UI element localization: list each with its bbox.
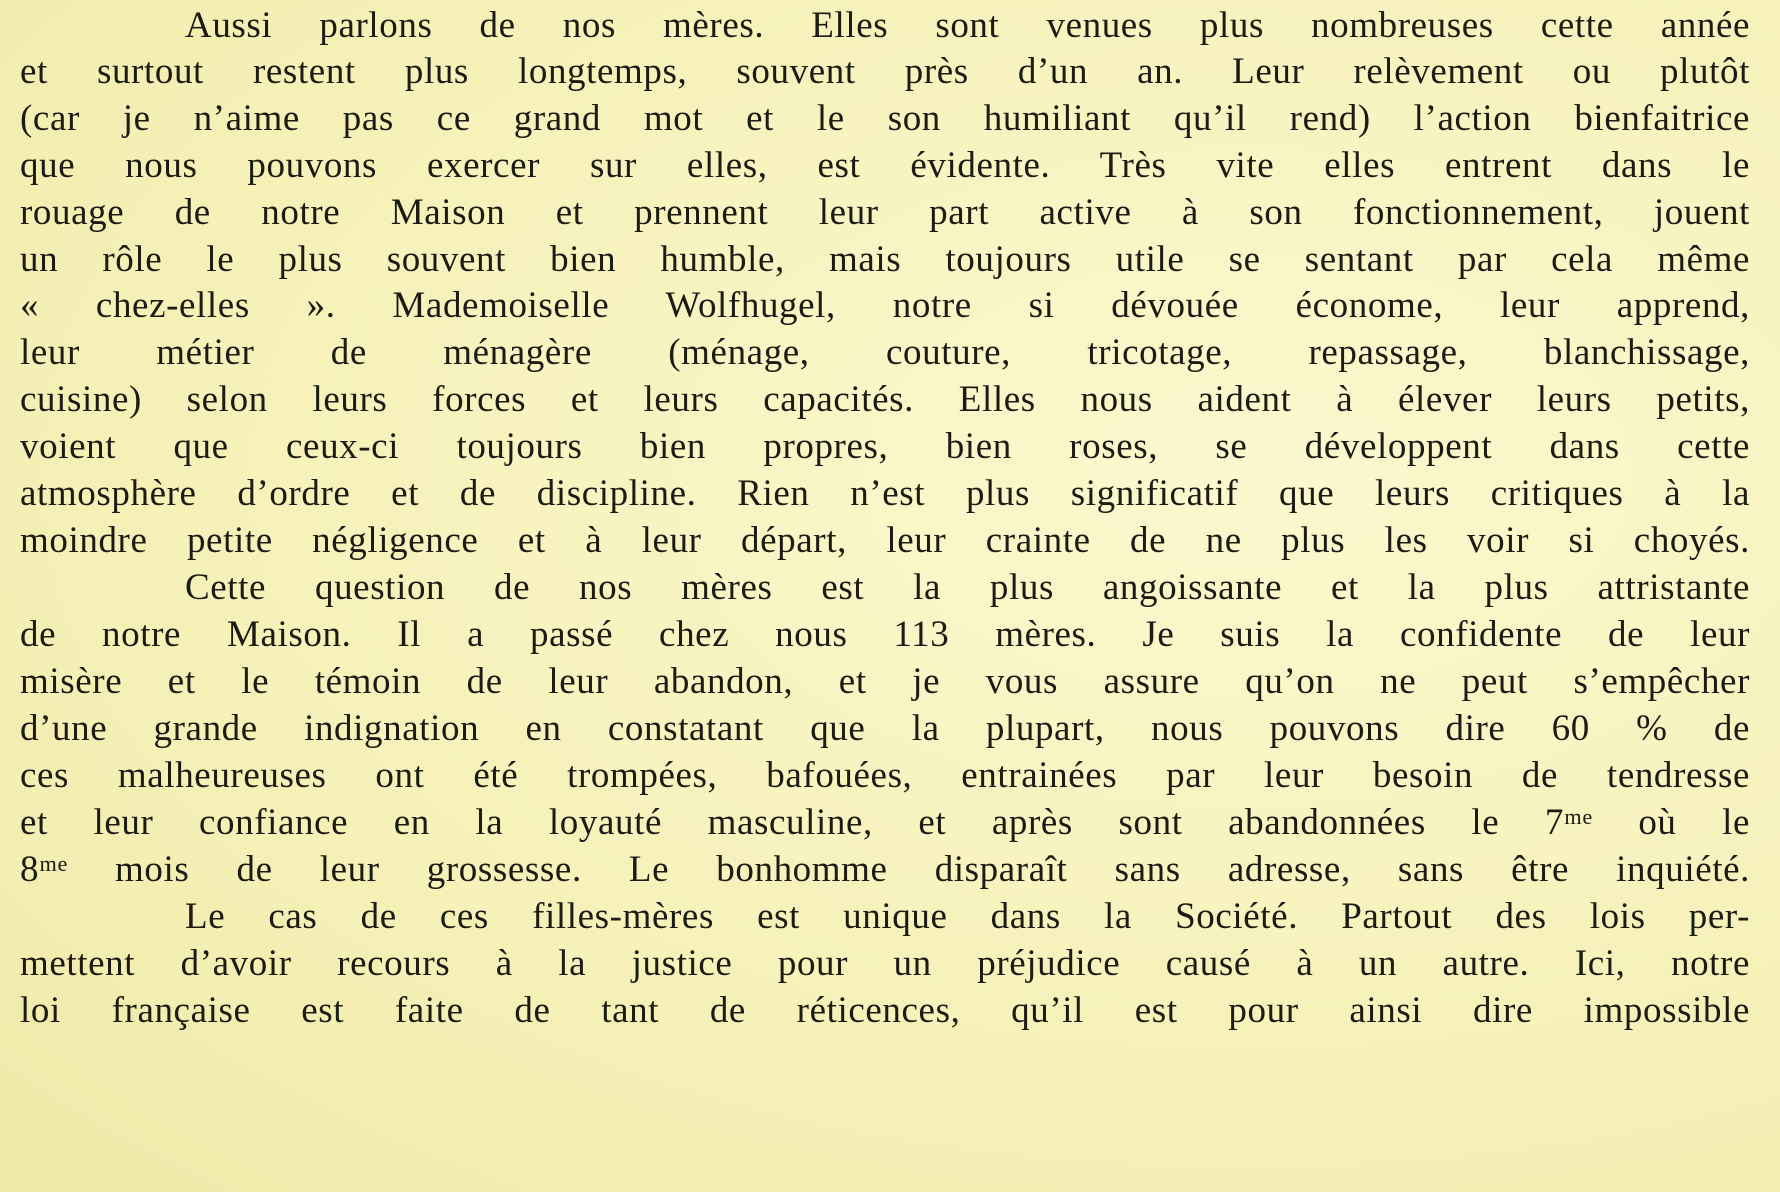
- text-line: un rôle le plus souvent bien humble, mais toujours utile se sentant par cela même: [20, 239, 1750, 280]
- text-line: atmosphère d’ordre et de discipline. Rien n’est plus significatif que leurs critiques à la: [20, 473, 1750, 514]
- text-line: mettent d’avoir recours à la justice pour un préjudice causé à un autre. Ici, notre: [20, 943, 1750, 984]
- text-line: et surtout restent plus longtemps, souvent près d’un an. Leur relèvement ou plutôt: [20, 51, 1750, 92]
- text-line: rouage de notre Maison et prennent leur part active à son fonctionnement, jouent: [20, 192, 1750, 233]
- text-line: que nous pouvons exercer sur elles, est évidente. Très vite elles entrent dans le: [20, 145, 1750, 186]
- text-line: ces malheureuses ont été trompées, bafouées, entrainées par leur besoin de tendresse: [20, 755, 1750, 796]
- text-line: misère et le témoin de leur abandon, et je vous assure qu’on ne peut s’empêcher: [20, 661, 1750, 702]
- text-line: loi française est faite de tant de réticences, qu’il est pour ainsi dire impossible: [20, 990, 1750, 1031]
- text-line: et leur confiance en la loyauté masculine, et après sont abandonnées le 7ᵐᵉ où le: [20, 802, 1750, 843]
- text-line: « chez-elles ». Mademoiselle Wolfhugel, notre si dévouée économe, leur apprend,: [20, 285, 1750, 326]
- text-line: d’une grande indignation en constatant que la plupart, nous pouvons dire 60 % de: [20, 708, 1750, 749]
- text-line: 8ᵐᵉ mois de leur grossesse. Le bonhomme disparaît sans adresse, sans être inquiété.: [20, 849, 1750, 890]
- text-line: cuisine) selon leurs forces et leurs capacités. Elles nous aident à élever leurs petits,: [20, 379, 1750, 420]
- text-line: Aussi parlons de nos mères. Elles sont venues plus nombreuses cette année: [185, 5, 1750, 46]
- text-line: moindre petite négligence et à leur départ, leur crainte de ne plus les voir si choyés.: [20, 520, 1750, 561]
- text-line: de notre Maison. Il a passé chez nous 113 mères. Je suis la confidente de leur: [20, 614, 1750, 655]
- text-line: leur métier de ménagère (ménage, couture, tricotage, repassage, blanchissage,: [20, 332, 1750, 373]
- text-line: Cette question de nos mères est la plus angoissante et la plus attristante: [185, 567, 1750, 608]
- text-line: Le cas de ces filles-mères est unique dans la Société. Partout des lois per-: [185, 896, 1750, 937]
- text-line: (car je n’aime pas ce grand mot et le son humiliant qu’il rend) l’action bienfaitrice: [20, 98, 1750, 139]
- text-line: voient que ceux-ci toujours bien propres, bien roses, se développent dans cette: [20, 426, 1750, 467]
